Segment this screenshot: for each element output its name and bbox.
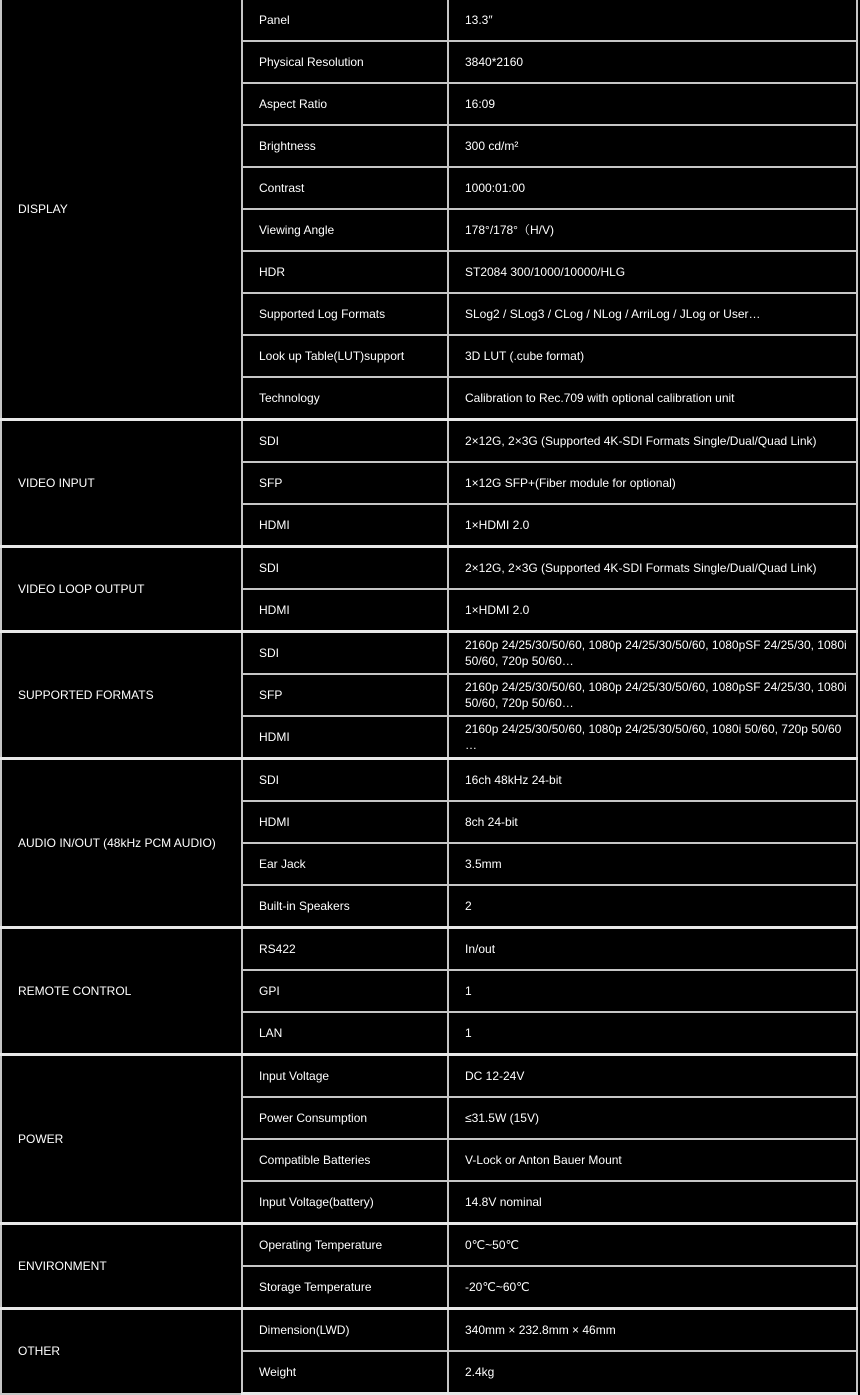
spec-value-cell: 300 cd/m² bbox=[448, 125, 857, 167]
spec-label-cell: SDI bbox=[242, 632, 448, 675]
spec-label-cell: Brightness bbox=[242, 125, 448, 167]
spec-value-cell: 2×12G, 2×3G (Supported 4K-SDI Formats Single/Dual/Quad Link) bbox=[448, 547, 857, 590]
spec-label-cell: GPI bbox=[242, 970, 448, 1012]
spec-label-cell: Power Consumption bbox=[242, 1097, 448, 1139]
spec-value-cell: 3840*2160 bbox=[448, 41, 857, 83]
spec-value-cell: 3.5mm bbox=[448, 843, 857, 885]
spec-value-cell: 1×HDMI 2.0 bbox=[448, 589, 857, 632]
spec-value-cell: 340mm × 232.8mm × 46mm bbox=[448, 1309, 857, 1352]
spec-label-cell: Compatible Batteries bbox=[242, 1139, 448, 1181]
spec-value-cell: 16:09 bbox=[448, 83, 857, 125]
category-cell-video-input: VIDEO INPUT bbox=[1, 420, 242, 547]
spec-value-cell: 1×12G SFP+(Fiber module for optional) bbox=[448, 462, 857, 504]
spec-label-cell: SDI bbox=[242, 420, 448, 463]
spec-label-cell: Storage Temperature bbox=[242, 1266, 448, 1309]
spec-value-cell: ST2084 300/1000/10000/HLG bbox=[448, 251, 857, 293]
spec-label-cell: Look up Table(LUT)support bbox=[242, 335, 448, 377]
spec-label-cell: HDR bbox=[242, 251, 448, 293]
spec-value-cell: -20℃~60℃ bbox=[448, 1266, 857, 1309]
spec-label-cell: Built-in Speakers bbox=[242, 885, 448, 928]
spec-value-cell: 1×HDMI 2.0 bbox=[448, 504, 857, 547]
spec-label-cell: LAN bbox=[242, 1012, 448, 1055]
spec-label-cell: Technology bbox=[242, 377, 448, 420]
spec-label-cell: HDMI bbox=[242, 589, 448, 632]
spec-label-cell: Input Voltage(battery) bbox=[242, 1181, 448, 1224]
spec-value-cell: 2160p 24/25/30/50/60, 1080p 24/25/30/50/60, 1080pSF 24/25/30, 1080i 50/60, 720p 50/60… bbox=[448, 674, 857, 716]
spec-value-cell: Calibration to Rec.709 with optional calibration unit bbox=[448, 377, 857, 420]
category-cell-other: OTHER bbox=[1, 1309, 242, 1394]
spec-value-cell: 3D LUT (.cube format) bbox=[448, 335, 857, 377]
spec-label-cell: Contrast bbox=[242, 167, 448, 209]
spec-label-cell: Weight bbox=[242, 1351, 448, 1394]
spec-value-cell: 13.3″ bbox=[448, 0, 857, 41]
spec-label-cell: SDI bbox=[242, 759, 448, 802]
spec-value-cell: DC 12-24V bbox=[448, 1055, 857, 1098]
spec-label-cell: Panel bbox=[242, 0, 448, 41]
spec-label-cell: Viewing Angle bbox=[242, 209, 448, 251]
spec-value-cell: 2 bbox=[448, 885, 857, 928]
spec-label-cell: HDMI bbox=[242, 504, 448, 547]
spec-value-cell: 2×12G, 2×3G (Supported 4K-SDI Formats Single/Dual/Quad Link) bbox=[448, 420, 857, 463]
category-cell-supported-formats: SUPPORTED FORMATS bbox=[1, 632, 242, 759]
spec-value-cell: 14.8V nominal bbox=[448, 1181, 857, 1224]
spec-label-cell: SFP bbox=[242, 462, 448, 504]
category-cell-video-loop-output: VIDEO LOOP OUTPUT bbox=[1, 547, 242, 632]
category-cell-remote-control: REMOTE CONTROL bbox=[1, 928, 242, 1055]
spec-label-cell: SFP bbox=[242, 674, 448, 716]
spec-value-cell: 1 bbox=[448, 1012, 857, 1055]
spec-value-cell: V-Lock or Anton Bauer Mount bbox=[448, 1139, 857, 1181]
category-cell-environment: ENVIRONMENT bbox=[1, 1224, 242, 1309]
spec-value-cell: 1 bbox=[448, 970, 857, 1012]
spec-value-cell: In/out bbox=[448, 928, 857, 971]
spec-value-cell: 178°/178°（H/V) bbox=[448, 209, 857, 251]
spec-value-cell: 0℃~50℃ bbox=[448, 1224, 857, 1267]
spec-label-cell: HDMI bbox=[242, 716, 448, 759]
spec-value-cell: 2160p 24/25/30/50/60, 1080p 24/25/30/50/60, 1080i 50/60, 720p 50/60 … bbox=[448, 716, 857, 759]
category-cell-power: POWER bbox=[1, 1055, 242, 1224]
spec-value-cell: SLog2 / SLog3 / CLog / NLog / ArriLog / JLog or User… bbox=[448, 293, 857, 335]
spec-label-cell: Dimension(LWD) bbox=[242, 1309, 448, 1352]
spec-label-cell: SDI bbox=[242, 547, 448, 590]
spec-value-cell: 16ch 48kHz 24-bit bbox=[448, 759, 857, 802]
spec-label-cell: RS422 bbox=[242, 928, 448, 971]
spec-label-cell: Aspect Ratio bbox=[242, 83, 448, 125]
spec-label-cell: Ear Jack bbox=[242, 843, 448, 885]
spec-value-cell: 2.4kg bbox=[448, 1351, 857, 1394]
category-cell-display: DISPLAY bbox=[1, 0, 242, 420]
spec-label-cell: Physical Resolution bbox=[242, 41, 448, 83]
spec-value-cell: ≤31.5W (15V) bbox=[448, 1097, 857, 1139]
spec-label-cell: Input Voltage bbox=[242, 1055, 448, 1098]
spec-label-cell: HDMI bbox=[242, 801, 448, 843]
category-cell-audio: AUDIO IN/OUT (48kHz PCM AUDIO) bbox=[1, 759, 242, 928]
spec-label-cell: Operating Temperature bbox=[242, 1224, 448, 1267]
spec-value-cell: 8ch 24-bit bbox=[448, 801, 857, 843]
spec-value-cell: 2160p 24/25/30/50/60, 1080p 24/25/30/50/60, 1080pSF 24/25/30, 1080i 50/60, 720p 50/60… bbox=[448, 632, 857, 675]
spec-label-cell: Supported Log Formats bbox=[242, 293, 448, 335]
spec-value-cell: 1000:01:00 bbox=[448, 167, 857, 209]
